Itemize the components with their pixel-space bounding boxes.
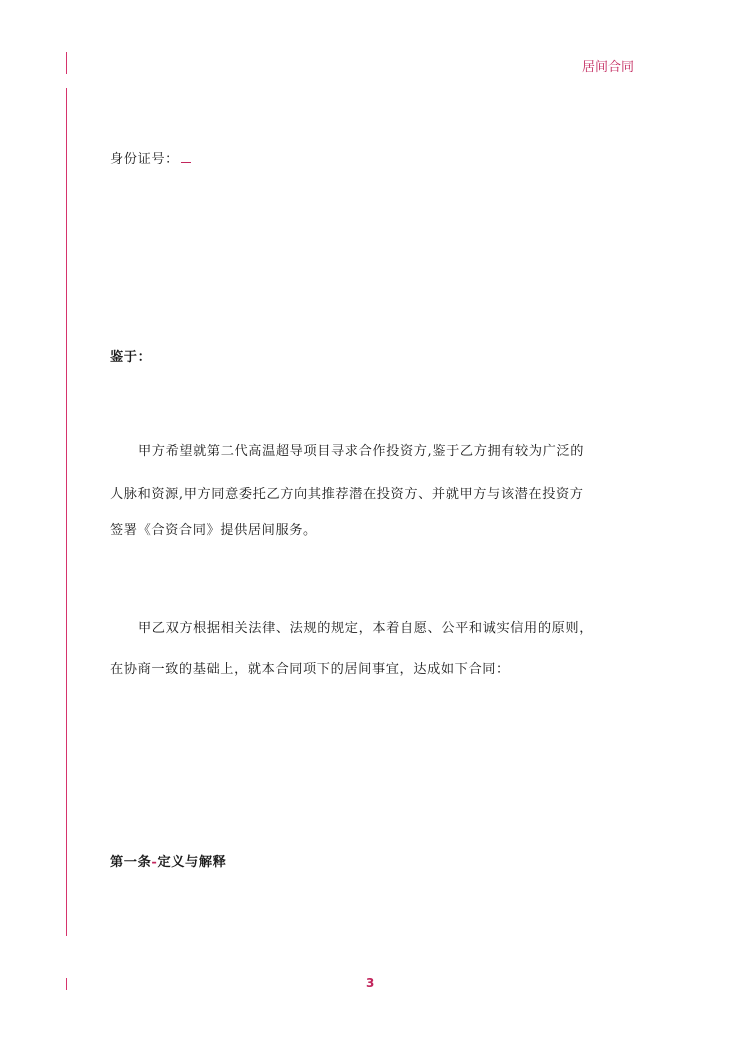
id-number-blank[interactable] xyxy=(181,161,191,163)
margin-line-bottom xyxy=(66,978,67,990)
margin-line-main xyxy=(66,88,67,936)
paragraph2-line1: 甲乙双方根据相关法律、法规的规定，本着自愿、公平和诚实信用的原则， xyxy=(138,621,593,636)
article1-dash: - xyxy=(151,855,158,870)
whereas-heading: 鉴于： xyxy=(110,350,152,365)
margin-line-top xyxy=(66,52,67,74)
paragraph1-line3: 签署《合资合同》提供居间服务。 xyxy=(110,523,317,538)
article1-title: 定义与解释 xyxy=(157,855,227,870)
article1-heading xyxy=(110,851,226,870)
id-number-label: 身份证号： xyxy=(110,152,179,167)
page-number: 3 xyxy=(366,976,375,990)
paragraph2-line2: 在协商一致的基础上，就本合同项下的居间事宜，达成如下合同： xyxy=(110,662,510,677)
paragraph1-line2: 人脉和资源,甲方同意委托乙方向其推荐潜在投资方、并就甲方与该潜在投资方 xyxy=(110,487,584,502)
article1-prefix: 第一条 xyxy=(110,855,152,870)
header-title: 居间合同 xyxy=(581,60,634,75)
id-number-line xyxy=(110,148,191,167)
paragraph1-line1: 甲方希望就第二代高温超导项目寻求合作投资方,鉴于乙方拥有较为广泛的 xyxy=(138,444,584,459)
